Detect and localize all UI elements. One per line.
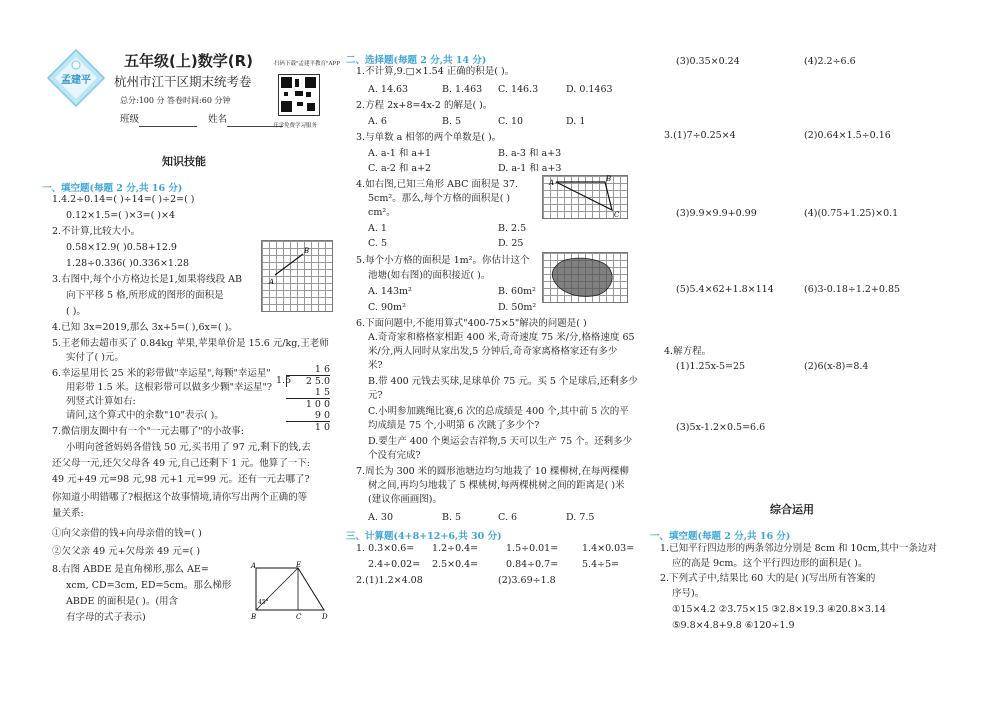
c-q7-line1: 7.周长为 300 米的圆形池塘边均匀地栽了 10 棵柳树,在每两棵柳 [356,466,629,477]
qr-code-icon [278,74,320,116]
c-q2-c: C. 10 [498,116,524,127]
svg-text:A: A [549,179,555,187]
c-q7-line2: 树之间,再均匀地栽了 5 棵桃树,每两棵桃树之间的距离是( )米 [368,480,625,491]
svg-text:D: D [322,613,328,621]
calc-2-2: (2)3.69÷1.8 [498,575,556,586]
section-heading-knowledge: 知识技能 [162,155,206,168]
c-q6-b1: B.带 400 元钱去买球,足球单价 75 元。买 5 个足球后,还剩多少 [368,376,638,387]
c-q3-d: D. a-1 和 a+3 [498,163,562,174]
triangle-abc [542,175,628,221]
q7-line1: 7.微信朋友圈中有一个"一元去哪了"的小故事: [52,426,245,437]
svg-text:45°: 45° [258,599,269,606]
calc-1a: 1. 0.3×0.6= [356,543,415,554]
q8-line4: 有字母的式子表示) [66,612,146,623]
q7-line5: 你知道小明错哪了?根据这个故事情境,请你写出两个正确的等 [52,492,308,503]
c-q6-d1: D.要生产 400 个奥运会吉祥物,5 天可以生产 75 个。还剩多少 [368,436,633,447]
c-q5-line1: 5.每个小方格的面积是 1m²。你估计这个 [356,255,530,266]
equation-2: (2)6(x-8)=8.4 [804,361,869,372]
q7-line2: 小明向爸爸妈妈各借钱 50 元,买书用了 97 元,剩下的钱,去 [66,442,311,453]
c-q4-c: C. 5 [368,238,388,249]
division-quotient: 1 6 [314,364,330,375]
q1-line1: 1.4.2÷0.14=( )÷14=( )÷2=( ) [52,194,195,205]
q2-line1: 2.不计算,比较大小。 [52,226,141,237]
name-label: 姓名 [208,114,228,125]
svg-text:A: A [269,278,275,286]
calc-3-5: (5)5.4×62+1.8×114 [676,284,774,295]
calc-3-4: (4)(0.75+1.25)×0.1 [804,208,899,219]
class-field[interactable] [139,114,197,127]
c-q1-stem: 1.不计算,9.□×1.54 正确的积是( )。 [356,66,515,77]
c-q6-a1: A.奇奇家和格格家相距 400 米,奇奇速度 75 米/分,格格速度 65 [368,332,635,343]
calc-1f: 2.5×0.4= [432,559,479,570]
q8-line3: ABDE 的面积是( )。(用含 [66,596,179,607]
c-q6-a2: 米/分,两人同时从家出发,5 分钟后,奇奇家离格格家还有多少 [368,346,618,357]
c-q3-b: B. a-3 和 a+3 [498,148,562,159]
q2-line3: 1.28÷0.336( )0.336×1.28 [66,258,190,269]
svg-text:B: B [251,613,257,621]
q6-line4: 请问,这个算式中的余数"10"表示( )。 [66,410,224,421]
c-q6-c2: 均成绩是 75 个,小明第 6 次跳了多少个? [368,420,540,431]
c-q4-line3: cm²。 [368,207,396,218]
calc-1b: 1.2÷0.4= [432,543,479,554]
c-q2-stem: 2.方程 2x+8=4x-2 的解是( )。 [356,100,493,111]
q8-trapezoid-figure [246,560,332,624]
applied-q1-line2: 应的高是 9cm。这个平行四边形的面积是( )。 [672,558,868,569]
pond-shape [542,252,628,303]
exam-meta: 总分:100 分 答卷时间:60 分钟 [120,96,231,105]
svg-text:C: C [614,211,620,219]
q5-line1: 5.王老师去超市买了 0.84kg 苹果,苹果单价是 15.6 元/kg,王老师 [52,338,329,349]
c-q5-c: C. 90m² [368,302,406,313]
q8-line1: 8.右图 ABDE 是直角梯形,那么 AE= [52,564,209,575]
calc-1h: 5.4÷5= [582,559,620,570]
applied-q2-line2: 序号)。 [672,588,705,599]
q3-line3: ( )。 [66,306,86,317]
c-q2-a: A. 6 [368,116,387,127]
c-q3-c: C. a-2 和 a+2 [368,163,432,174]
c-q7-a: A. 30 [368,512,393,523]
column-middle [346,0,646,707]
svg-text:E: E [296,561,302,569]
part1-title: 一、填空题(每题 2 分,共 16 分) [42,183,183,194]
calc-1g: 0.84÷0.7= [506,559,559,570]
q7-relation-1: ①向父亲借的钱+向母亲借的钱=( ) [52,528,202,539]
c-q4-d: D. 25 [498,238,524,249]
c-q1-d: D. 0.1463 [566,84,613,95]
long-division [276,364,330,433]
exam-name: 杭州市江干区期末统考卷 [114,74,252,89]
calc-2-3: (3)0.35×0.24 [676,56,740,67]
logo-text: 孟建平 [61,75,91,86]
c-q4-line2: 5cm²。那么,每个方格的面积是( ) [368,193,511,204]
column-left [38,0,340,707]
c-q6-stem: 6.下面问题中,不能用算式"400-75×5"解决的问题是( ) [356,318,587,329]
q2-line2: 0.58×12.9( )0.58+12.9 [66,242,177,253]
q5-line2: 实付了( )元。 [66,352,124,363]
c-q1-a: A. 14.63 [368,84,409,95]
c-q2-b: B. 5 [442,116,462,127]
c-q4-line1: 4.如右图,已知三角形 ABC 面积是 37. [356,179,519,190]
svg-text:B: B [304,247,310,255]
calc-2-1: 2.(1)1.2×4.08 [356,575,423,586]
svg-text:B: B [606,175,612,183]
c-q7-b: B. 5 [442,512,462,523]
q7-line6: 量关系: [52,508,84,519]
c-q3-a: A. a-1 和 a+1 [368,148,432,159]
division-remainder: 1 0 [314,422,330,433]
division-row: 1 0 0 [305,399,330,410]
c-q7-c: C. 6 [498,512,518,523]
calc-1d: 1.4×0.03= [582,543,635,554]
c-q1-b: B. 1.463 [442,84,483,95]
division-divisor: 1.5 [276,375,292,386]
c-q1-c: C. 146.3 [498,84,539,95]
applied-q2-options-1: ①15×4.2 ②3.75×15 ③2.8×19.3 ④20.8×3.14 [672,604,886,615]
q6-line2: 用彩带 1.5 米。这根彩带可以做多少颗"幸运星"? [66,382,272,393]
c-q6-a3: 米? [368,360,383,371]
calc-3-2: (2)0.64×1.5÷0.16 [804,130,891,141]
part2-title: 二、选择题(每题 2 分,共 14 分) [346,55,487,66]
class-label: 班级 [120,114,140,125]
svg-text:C: C [296,613,302,621]
q6-line3: 列竖式计算如右: [66,396,136,407]
calc-3-1: 3.(1)7÷0.25×4 [664,130,736,141]
c-q4-b: B. 2.5 [498,223,527,234]
part3-title: 三、计算题(4+8+12+6,共 30 分) [346,531,502,542]
q3-line2: 向下平移 5 格,所形成的图形的面积是 [66,290,224,301]
calc-3-6: (6)3-0.18÷1.2+0.85 [804,284,901,295]
division-dividend: 2 5.0 [286,375,330,387]
q3-line1: 3.右图中,每个小方格边长是1,如果将线段 AB [52,274,243,285]
qr-caption-bottom: 开学免费学习服务 [273,123,318,129]
c-q5-line2: 池塘(如右图)的面积接近( )。 [368,270,491,281]
q3-segment-ab [261,240,333,312]
q7-relation-2: ②欠父亲 49 元+欠母亲 49 元=( ) [52,546,201,557]
applied-part1-title: 一、填空题(每题 2 分,共 16 分) [650,531,791,542]
equation-1: (1)1.25x-5=25 [676,361,746,372]
svg-text:A: A [251,562,257,570]
equation-3: (3)5x-1.2×0.5=6.6 [676,422,766,433]
grade-title: 五年级(上)数学(R) [124,52,253,70]
c-q5-d: D. 50m² [498,302,537,313]
c-q6-b2: 元? [368,390,383,401]
calc-1e: 2.4÷0.02= [368,559,421,570]
q7-line3: 还父母一元,还欠父母各 49 元,自己还剩下 1 元。他算了一下: [52,458,310,469]
logo-icon [46,48,106,108]
c-q3-stem: 3.与单数 a 相邻的两个单数是( )。 [356,132,502,143]
c-q6-c1: C.小明参加跳绳比赛,6 次的总成绩是 400 个,其中前 5 次的平 [368,406,629,417]
section-heading-applied: 综合运用 [770,503,814,516]
q1-line2: 0.12×1.5=( )×3=( )×4 [66,210,176,221]
q4-text: 4.已知 3x=2019,那么 3x+5=( ),6x=( )。 [52,322,238,333]
c-q7-d: D. 7.5 [566,512,595,523]
c-q5-a: A. 143m² [368,286,412,297]
q6-line1: 6.幸运星用长 25 米的彩带做"幸运星",每颗"幸运星" [52,368,271,379]
c-q7-line3: (建议你画画图)。 [368,494,442,505]
column-right [650,0,976,707]
applied-q2-options-2: ⑤9.8×4.8+9.8 ⑥120÷1.9 [672,620,795,631]
applied-q1-line1: 1.已知平行四边形的两条邻边分别是 8cm 和 10cm,其中一条边对 [660,543,937,554]
calc-3-3: (3)9.9×9.9+0.99 [676,208,757,219]
c-q5-b: B. 60m² [498,286,536,297]
applied-q2-line1: 2.下列式子中,结果比 60 大的是( )(写出所有答案的 [660,573,876,584]
q8-line2: xcm, CD=3cm, ED=5cm。那么梯形 [66,580,232,591]
c-q6-d2: 个没有完成? [368,450,421,461]
q7-line4: 49 元+49 元=98 元,98 元+1 元=99 元。还有一元去哪了? [52,474,310,485]
division-row: 9 0 [286,410,330,422]
equation-title: 4.解方程。 [664,346,712,357]
c-q4-a: A. 1 [368,223,387,234]
calc-2-4: (4)2.2÷6.6 [804,56,856,67]
division-row: 1 5 [286,387,330,399]
calc-1c: 1.5÷0.01= [506,543,559,554]
c-q2-d: D. 1 [566,116,586,127]
qr-caption-top: 扫码下载"孟建平教育"APP [274,61,340,67]
